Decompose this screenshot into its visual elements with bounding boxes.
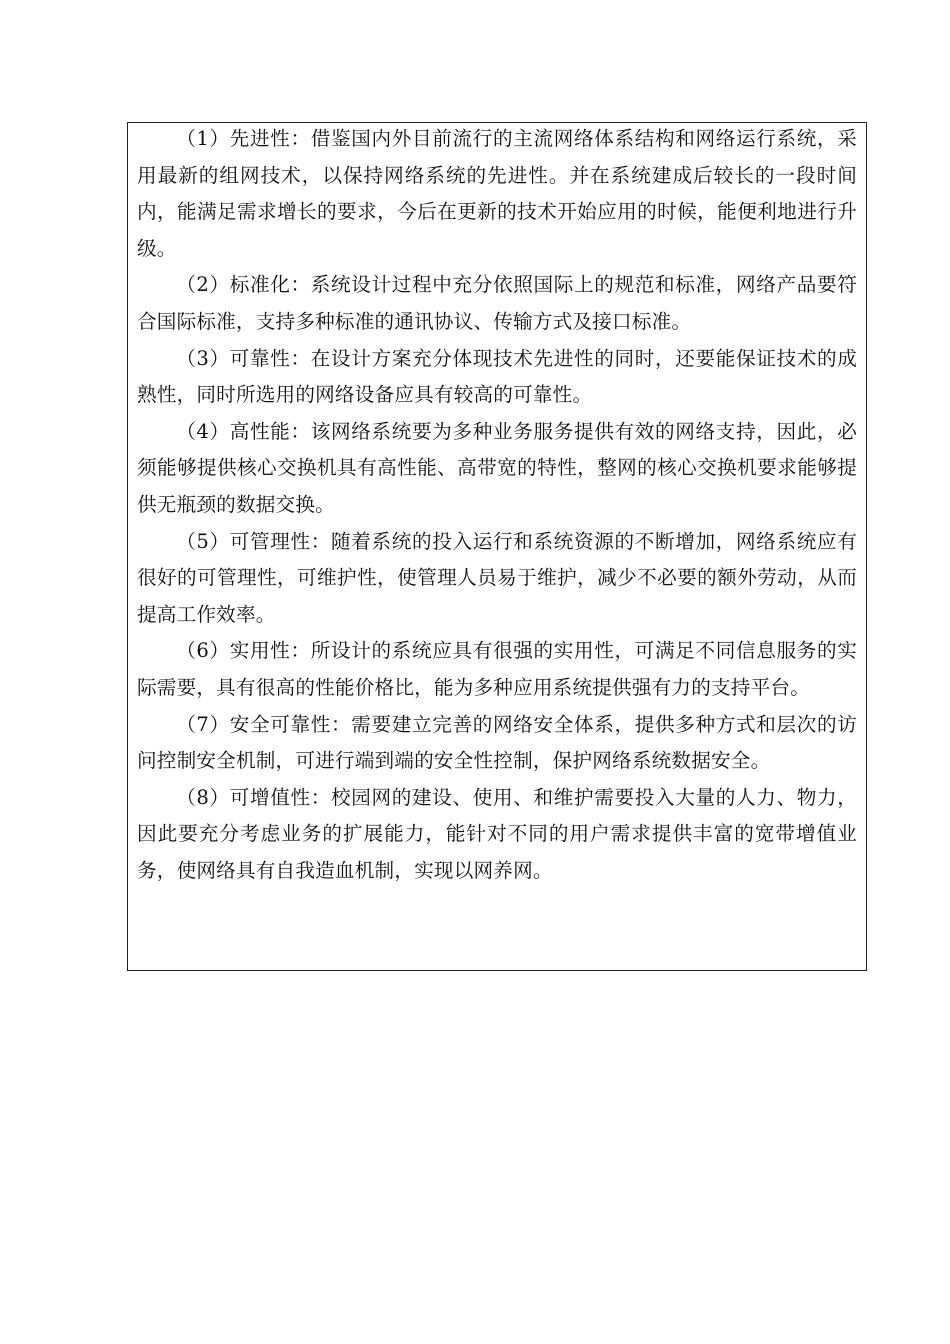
content-table-cell	[127, 122, 867, 971]
paragraph-reliability: （3）可靠性：在设计方案充分体现技术先进性的同时，还要能保证技术的成熟性，同时所选用的网络设备应具有较高的可靠性。	[137, 346, 857, 407]
paragraph-advanced: （1）先进性：借鉴国内外目前流行的主流网络体系结构和网络运行系统，采用最新的组网技术，以保持网络系统的先进性。并在系统建成后较长的一段时间内，能满足需求增长的要求，今后在更新的技术开始应用的时候，能便利地进行升级。	[137, 127, 857, 260]
paragraph-practicality: （6）实用性：所设计的系统应具有很强的实用性，可满足不同信息服务的实际需要，具有很高的性能价格比，能为多种应用系统提供强有力的支持平台。	[137, 639, 857, 699]
paragraph-high-performance: （4）高性能：该网络系统要为多种业务服务提供有效的网络支持，因此，必须能够提供核心交换机具有高性能、高带宽的特性，整网的核心交换机要求能够提供无瓶颈的数据交换。	[137, 419, 857, 516]
paragraph-security: （7）安全可靠性：需要建立完善的网络安全体系，提供多种方式和层次的访问控制安全机制，可进行端到端的安全性控制，保护网络系统数据安全。	[137, 712, 857, 773]
paragraph-standardization: （2）标准化：系统设计过程中充分依照国际上的规范和标准，网络产品要符合国际标准，支持多种标准的通讯协议、传输方式及接口标准。	[137, 273, 857, 333]
paragraph-value-added: （8）可增值性：校园网的建设、使用、和维护需要投入大量的人力、物力，因此要充分考虑业务的扩展能力，能针对不同的用户需求提供丰富的宽带增值业务，使网络具有自我造血机制，实现以网养网。	[137, 785, 857, 882]
paragraph-manageability: （5）可管理性：随着系统的投入运行和系统资源的不断增加，网络系统应有很好的可管理性，可维护性，使管理人员易于维护，减少不必要的额外劳动，从而提高工作效率。	[137, 529, 857, 626]
